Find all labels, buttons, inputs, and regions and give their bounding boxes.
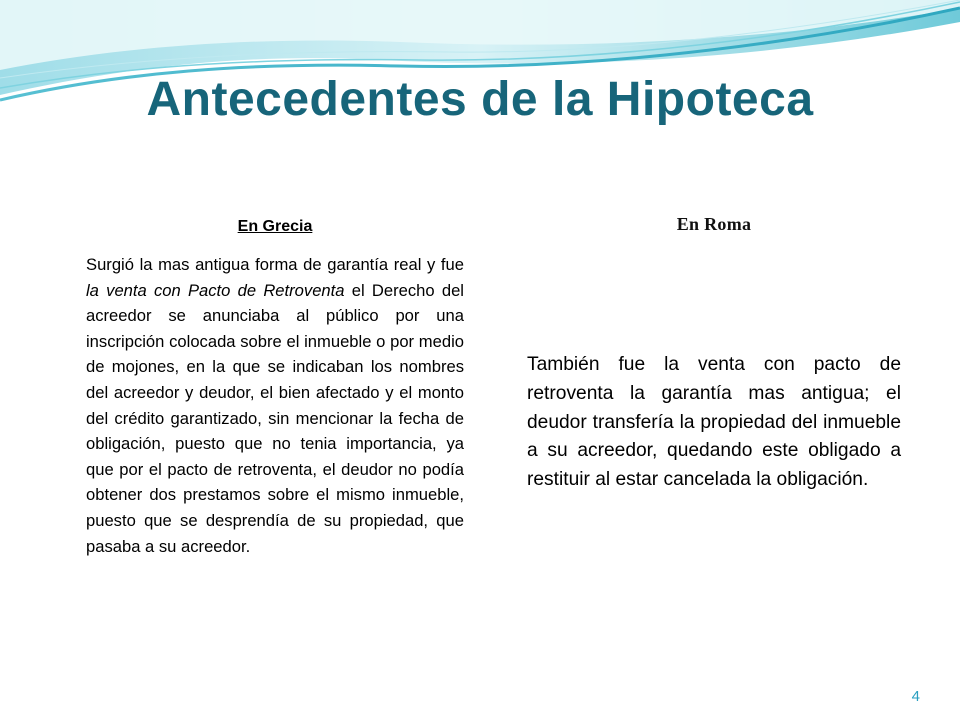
greece-heading: En Grecia <box>237 218 313 235</box>
greece-text-part1: Surgió la mas antigua forma de garantía real y fue <box>86 255 464 274</box>
greece-text-part2: el Derecho del acreedor se anunciaba al público por una inscripción colocada sobre el inmueble o por medio de mojones, en la que se indicaban los nombres del acreedor y deudor, el bien afectado y el monto del crédito garantizado, sin mencionar la fecha de obligación, puesto que no tenia importancia, ya que por el pacto de retroventa, el deudor no podía obtener dos prestamos sobre el mismo inmueble, puesto que se desprendía de su propiedad, que pasaba a su acreedor. <box>86 280 464 556</box>
rome-paragraph: También fue la venta con pacto de retroventa la garantía mas antigua; el deudor transfería la propiedad del inmueble a su acreedor, quedando este obligado a restituir al estar cancelada la obligación. <box>527 354 901 491</box>
greece-text-italic: la venta con Pacto de Retroventa <box>86 280 345 300</box>
page-title: Antecedentes de la Hipoteca <box>146 73 814 126</box>
greece-paragraph <box>86 252 464 559</box>
greece-column <box>86 218 464 559</box>
page-number: 4 <box>911 688 920 705</box>
rome-heading: En Roma <box>676 214 752 234</box>
